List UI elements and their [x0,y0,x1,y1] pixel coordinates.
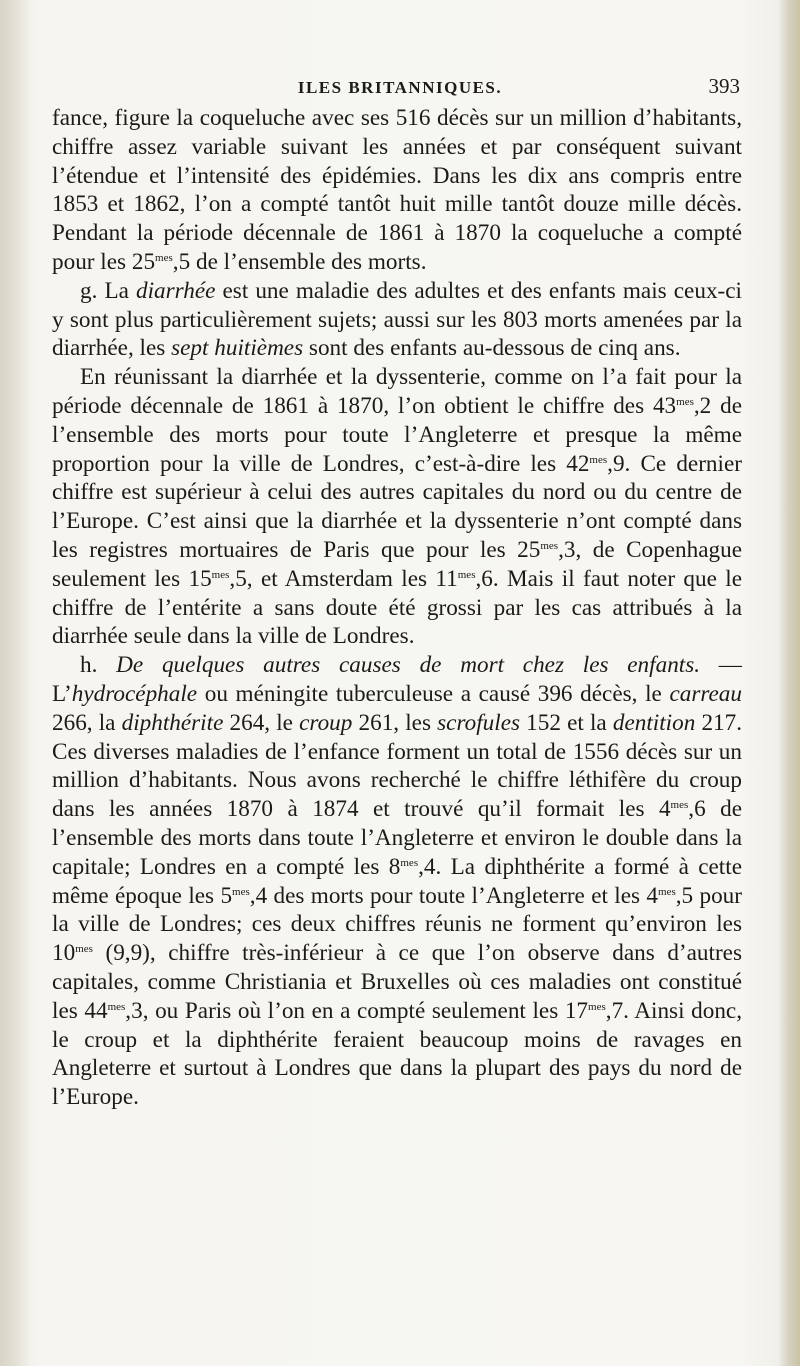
text-run: ,4. La diphthérite a formé à cette même époque les 5 [52,853,742,909]
italic-term: scrofules [437,709,521,736]
text-run: — L’ [52,652,742,707]
section-heading-italic: De quelques autres causes de mort chez les enfants. [116,652,701,679]
text-run: est une maladie des adultes et des enfants mais ceux-ci y sont plus particulièrement sujets; aussi sur les 803 morts amenées par la diarrhée, les [52,277,742,362]
paragraph-coqueluche [52,104,742,277]
text-run: sont des enfants au-dessous de cinq ans. [303,335,681,362]
italic-term: croup [299,709,353,736]
text-run: ,2 de l’ensemble des morts pour toute l’Angleterre et presque la même proportion pour la ville de Londres, c’est-à-dire les 42 [52,392,742,477]
superscript: mes [400,856,419,869]
superscript: mes [107,1000,126,1013]
italic-term: carreau [669,680,742,707]
text-run: ,6 de l’ensemble des morts dans toute l’Angleterre et environ le double dans la capitale; Londres en a compté les 8 [52,796,742,880]
text-run: g. La [80,277,136,304]
text-run: 266, la [52,709,122,736]
text-run: (9,9), chiffre très-inférieur à ce que l’on observe dans d’autres capitales, comme Christiania et Bruxelles où ces maladies ont constitué les 44 [52,940,742,1024]
page-header [60,62,740,98]
text-run: ,5 de l’ensemble des morts. [172,248,427,275]
text-run: h. [80,652,117,679]
paragraph-autres-causes [52,651,742,1112]
text-run: ,4 des morts pour toute l’Angleterre et les 4 [249,882,659,909]
page-edge [778,0,800,1366]
superscript: mes [670,799,689,812]
body-text [52,104,742,1112]
text-run: ,3, ou Paris où l’on en a compté seulement les 17 [125,997,589,1024]
page-number: 393 [708,74,740,98]
text-run: En réunissant la diarrhée et la dyssenterie, comme on l’a fait pour la période décennale de 1861 à 1870, l’on obtient le chiffre des 43 [52,364,742,419]
paragraph-dyssenterie [52,363,742,651]
superscript: mes [75,943,93,956]
italic-term: diphthérite [121,709,224,736]
superscript: mes [676,395,694,408]
italic-term: hydrocéphale [71,680,198,707]
superscript: mes [658,885,676,898]
text-run: ,7. Ainsi donc, le croup et la diphthérite feraient beaucoup moins de ravages en Angleterre et surtout à Londres que dans la plupart des pays du nord de l’Europe. [52,997,743,1111]
text-run: ,3, de Copenhague seulement les 15 [52,536,742,592]
paragraph-diarrhee [52,277,742,363]
page-gutter-shadow [0,0,30,1366]
italic-term: dentition [612,709,696,736]
superscript: mes [540,539,559,552]
text-run: ou méningite tuberculeuse a causé 396 décès, le [197,680,670,707]
superscript: mes [457,568,476,581]
superscript: mes [232,885,250,898]
superscript: mes [589,453,608,466]
text-run: 261, les [352,709,438,736]
superscript: mes [211,568,230,581]
text-run: ,5, et Amsterdam les 11 [229,565,458,592]
superscript: mes [155,251,173,264]
italic-term: diarrhée [136,277,216,304]
italic-term: sept huitièmes [171,335,304,362]
text-run: 152 et la [520,709,613,736]
text-run: 217. Ces diverses maladies de l’enfance forment un total de 1556 décès sur un million d’habitants. Nous avons recherché le chiffre léthifère du croup dans les années 1870 à 1874 et trouvé qu’il formait les 4 [52,709,743,823]
superscript: mes [588,1000,606,1013]
running-head: ILES BRITANNIQUES. [297,78,503,97]
text-run: ,9. Ce dernier chiffre est supérieur à celui des autres capitales du nord ou du centre de l’Europe. C’est ainsi que la diarrhée et la dyssenterie n’ont compté dans les registres mortuaires de Paris que pour les 25 [52,450,742,563]
text-run: ,5 pour la ville de Londres; ces deux chiffres réunis ne forment qu’environ les 10 [52,882,743,967]
text-run: ,6. Mais il faut noter que le chiffre de l’entérite a sans doute été grossi par les cas attribués à la diarrhée seule dans la ville de Londres. [52,565,742,650]
text-run: fance, figure la coqueluche avec ses 516 décès sur un million d’habitants, chiffre assez variable suivant les années et par conséquent suivant l’étendue et l’intensité des épidémies. Dans les dix ans compris entre 1853 et 1862, l’on a compté tantôt huit mille tantôt douze mille décès. Pendant la période décennale de 1861 à 1870 la coqueluche a compté pour les 25 [52,105,742,275]
text-run: 264, le [223,709,300,736]
